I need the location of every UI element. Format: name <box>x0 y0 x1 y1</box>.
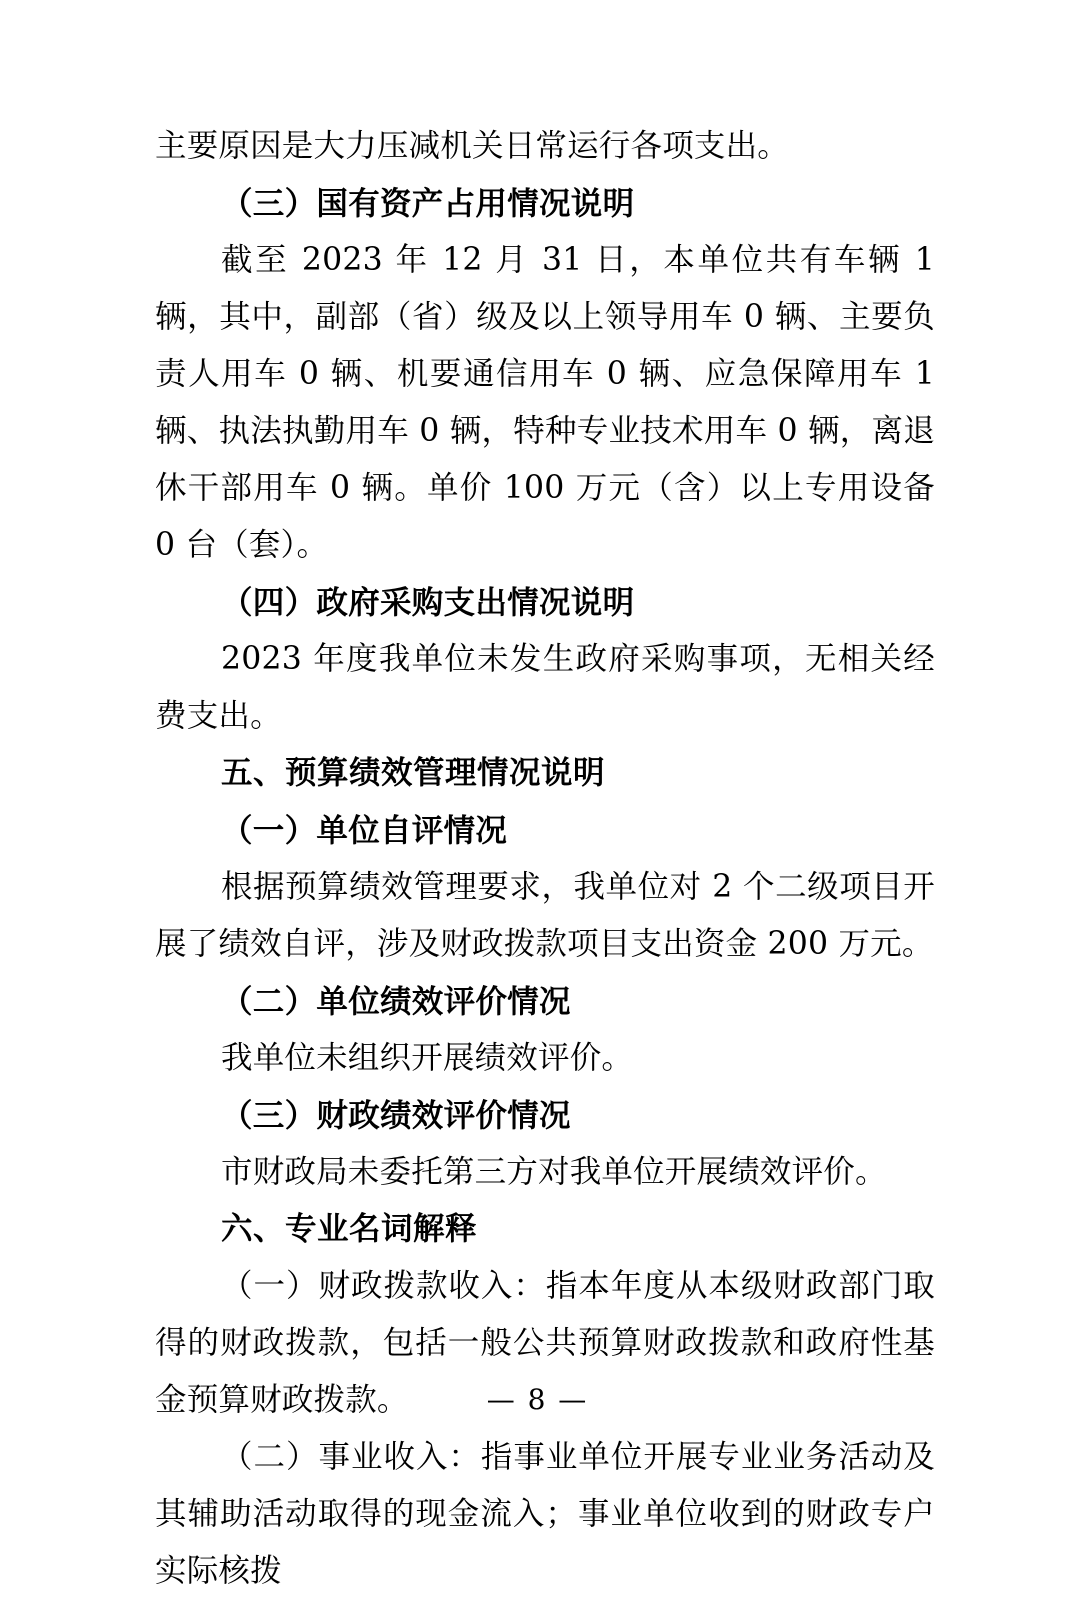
section-heading: 六、专业名词解释 <box>221 1211 478 1247</box>
section-heading: 五、预算绩效管理情况说明 <box>221 755 606 791</box>
paragraph: 我单位未组织开展绩效评价。 <box>221 1040 634 1076</box>
paragraph: （二）事业收入：指事业单位开展专业业务活动及其辅助活动取得的现金流入；事业单位收到的财政专户实际核拨 <box>155 1439 935 1589</box>
paragraph: 市财政局未委托第三方对我单位开展绩效评价。 <box>221 1154 887 1190</box>
section-subheading: （二）单位绩效评价情况 <box>221 983 571 1020</box>
section-subheading: （四）政府采购支出情况说明 <box>221 584 635 621</box>
section-subheading: （一）单位自评情况 <box>221 812 508 849</box>
paragraph: 截至 2023 年 12 月 31 日，本单位共有车辆 1 辆，其中，副部（省）级及以上领导用车 0 辆、主要负责人用车 0 辆、机要通信用车 0 辆、应急保障用车 1 辆、执法执勤用车 0 辆，特种专业技术用车 0 辆，离退休干部用车 0 辆。单价 100 万元（含）以上专用设备 0 台（套）。 <box>155 242 935 563</box>
paragraph: （一）财政拨款收入：指本年度从本级财政部门取得的财政拨款，包括一般公共预算财政拨款和政府性基金预算财政拨款。 <box>155 1268 935 1418</box>
section-subheading: （三）国有资产占用情况说明 <box>221 185 635 222</box>
paragraph: 2023 年度我单位未发生政府采购事项，无相关经费支出。 <box>155 641 935 734</box>
paragraph: 主要原因是大力压减机关日常运行各项支出。 <box>155 128 790 164</box>
section-subheading: （三）财政绩效评价情况 <box>221 1097 571 1134</box>
paragraph: 根据预算绩效管理要求，我单位对 2 个二级项目开展了绩效自评，涉及财政拨款项目支出资金 200 万元。 <box>155 869 935 962</box>
page-number: — 8 — <box>486 1383 589 1416</box>
